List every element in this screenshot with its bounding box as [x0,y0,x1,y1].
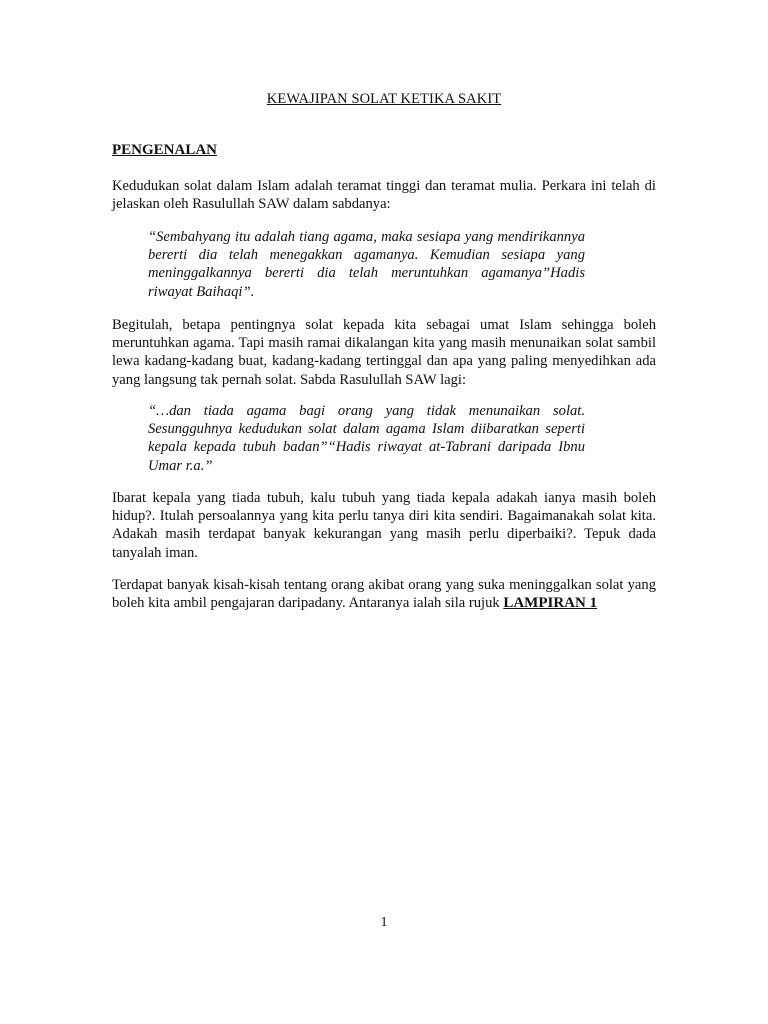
page-number: 1 [380,915,388,930]
paragraph-reference [112,576,656,612]
paragraph-reference-text: Terdapat banyak kisah-kisah tentang orang akibat orang yang suka meninggalkan solat yang boleh kita ambil pengajaran daripadany. Antaranya ialah sila rujuk [112,577,656,612]
document-title: KEWAJIPAN SOLAT KETIKA SAKIT [266,91,502,107]
hadith-quote-baihaqi: “Sembahyang itu adalah tiang agama, maka sesiapa yang mendirikannya bererti dia telah menegakkan agamanya. Kemudian sesiapa yang meninggalkannya bererti dia telah meruntuhkan agamanya”Hadis riwayat Baihaqi”. [148,229,585,300]
hadith-quote-tabrani: “…dan tiada agama bagi orang yang tidak menunaikan solat. Sesungguhnya kedudukan solat dalam agama Islam diibaratkan seperti kepala kepada tubuh badan”“Hadis riwayat at-Tabrani daripada Ibnu Umar r.a.” [148,403,585,474]
section-heading: PENGENALAN [112,142,218,158]
paragraph-reflection: Ibarat kepala yang tiada tubuh, kalu tubuh yang tiada kepala adakah ianya masih boleh hidup?. Itulah persoalannya yang kita perlu tanya diri kita sendiri. Bagaimanakah solat kita. Adakah masih terdapat banyak kekurangan yang masih perlu diperbaiki?. Tepuk dada tanyalah iman. [112,490,656,561]
lampiran-link[interactable]: LAMPIRAN 1 [503,595,598,612]
paragraph-intro: Kedudukan solat dalam Islam adalah teramat tinggi dan teramat mulia. Perkara ini telah di jelaskan oleh Rasulullah SAW dalam sabdanya: [112,178,656,213]
paragraph-importance: Begitulah, betapa pentingnya solat kepada kita sebagai umat Islam sehingga boleh meruntuhkan agama. Tapi masih ramai dikalangan kita yang masih menunaikan solat sambil lewa kadang-kadang buat, kadang-kadang tertinggal dan apa yang paling menyedihkan ada yang langsung tak pernah solat. Sabda Rasulullah SAW lagi: [112,317,656,388]
